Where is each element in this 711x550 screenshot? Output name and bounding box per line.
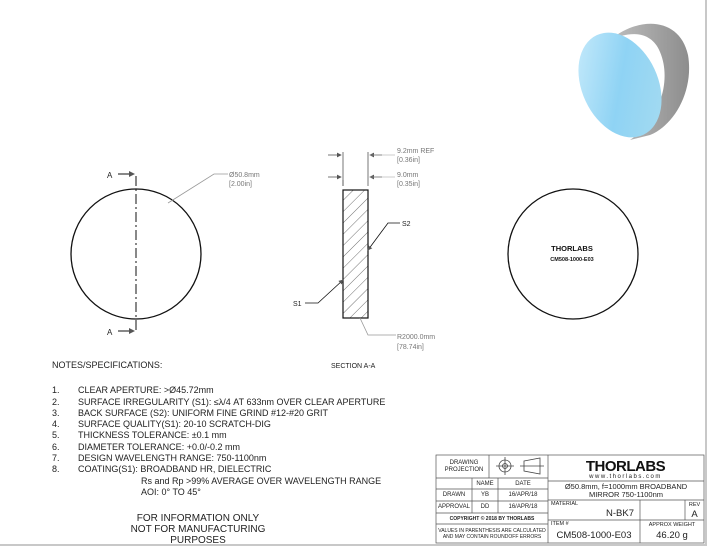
drawing-projection-label: DRAWING PROJECTION xyxy=(444,460,484,473)
disclaimer xyxy=(108,513,288,546)
engraving-brand: THORLABS xyxy=(551,244,593,253)
ref-thickness-dim-in: [0.36in] xyxy=(397,157,420,164)
values-note: VALUES IN PARENTHESIS ARE CALCULATED AND MAY CONTAIN ROUNDOFF ERRORS xyxy=(438,527,546,540)
note-item: 4. SURFACE QUALITY(S1): 20-10 SCRATCH-DIG xyxy=(52,419,271,430)
note-item: 6. DIAMETER TOLERANCE: +0.0/-0.2 mm xyxy=(52,441,240,452)
approval-name: DD xyxy=(480,504,490,510)
note-item: 5. THICKNESS TOLERANCE: ±0.1 mm xyxy=(52,430,227,441)
name-header: NAME xyxy=(476,480,494,487)
date-header: DATE xyxy=(515,480,531,487)
projection-symbol xyxy=(496,457,544,475)
coating-line-2: Rs and Rp >99% AVERAGE OVER WAVELENGTH RANGE xyxy=(141,475,382,486)
note-item: 1. CLEAR APERTURE: >Ø45.72mm xyxy=(52,385,214,396)
front-view xyxy=(71,171,260,337)
weight-label: APPROX WEIGHT xyxy=(648,521,696,528)
note-item: 2. SURFACE IRREGULARITY (S1): ≤λ/4 AT 633nm OVER CLEAR APERTURE xyxy=(52,396,386,407)
part-description: Ø50.8mm, f=1000mm BROADBAND MIRROR 750-1100nm xyxy=(564,482,688,499)
drawn-label: DRAWN xyxy=(442,492,466,498)
material-value: N-BK7 xyxy=(606,507,634,519)
notes-header: NOTES/SPECIFICATIONS: xyxy=(52,360,163,370)
material-label: MATERIAL xyxy=(551,501,579,507)
website: www.thorlabs.com xyxy=(589,474,662,480)
thickness-dim: 9.0mm xyxy=(397,172,419,179)
section-marker-bottom: A xyxy=(107,328,113,337)
back-view xyxy=(508,189,638,319)
thorlabs-logo: THORLABS xyxy=(585,458,666,475)
rev-value: A xyxy=(691,508,698,520)
item-number: CM508-1000-E03 xyxy=(556,530,632,541)
back-view-outline xyxy=(508,189,638,319)
weight-value: 46.20 g xyxy=(656,530,688,541)
diameter-dim-in: [2.00in] xyxy=(229,181,252,188)
section-label: SECTION A-A xyxy=(331,363,376,370)
radius-dim-in: [78.74in] xyxy=(397,344,424,351)
note-item: 8. COATING(S1): BROADBAND HR, DIELECTRIC xyxy=(52,464,272,475)
disclaimer-line-2: NOT FOR MANUFACTURING PURPOSES xyxy=(130,524,266,546)
s1-label: S1 xyxy=(293,301,302,308)
approval-date: 16/APR/18 xyxy=(508,504,538,510)
drawn-name: YB xyxy=(480,492,489,498)
section-marker-top: A xyxy=(107,171,113,180)
approval-label: APPROVAL xyxy=(438,504,470,510)
thickness-dim-in: [0.35in] xyxy=(397,181,420,188)
drawn-date: 16/APR/18 xyxy=(508,492,538,498)
item-label: ITEM # xyxy=(551,521,569,527)
section-body xyxy=(343,190,368,318)
note-item: 3. BACK SURFACE (S2): UNIFORM FINE GRIND #12-#20 GRIT xyxy=(52,407,329,418)
copyright: COPYRIGHT © 2018 BY THORLABS xyxy=(449,515,535,522)
section-view xyxy=(293,148,435,370)
disclaimer-line-1: FOR INFORMATION ONLY xyxy=(136,513,260,524)
ref-thickness-dim: 9.2mm REF xyxy=(397,148,435,155)
coating-line-3: AOI: 0° TO 45° xyxy=(141,486,201,497)
engraving-part: CM508-1000-E03 xyxy=(550,257,594,263)
radius-dim: R2000.0mm xyxy=(397,334,436,341)
mirror-3d-render xyxy=(562,19,689,151)
diameter-dim: Ø50.8mm xyxy=(229,172,260,179)
s2-label: S2 xyxy=(402,221,411,228)
note-item: 7. DESIGN WAVELENGTH RANGE: 750-1100nm xyxy=(52,453,267,464)
notes-block xyxy=(52,360,385,498)
rev-label: REV xyxy=(688,501,701,508)
diameter-leader xyxy=(168,174,228,203)
